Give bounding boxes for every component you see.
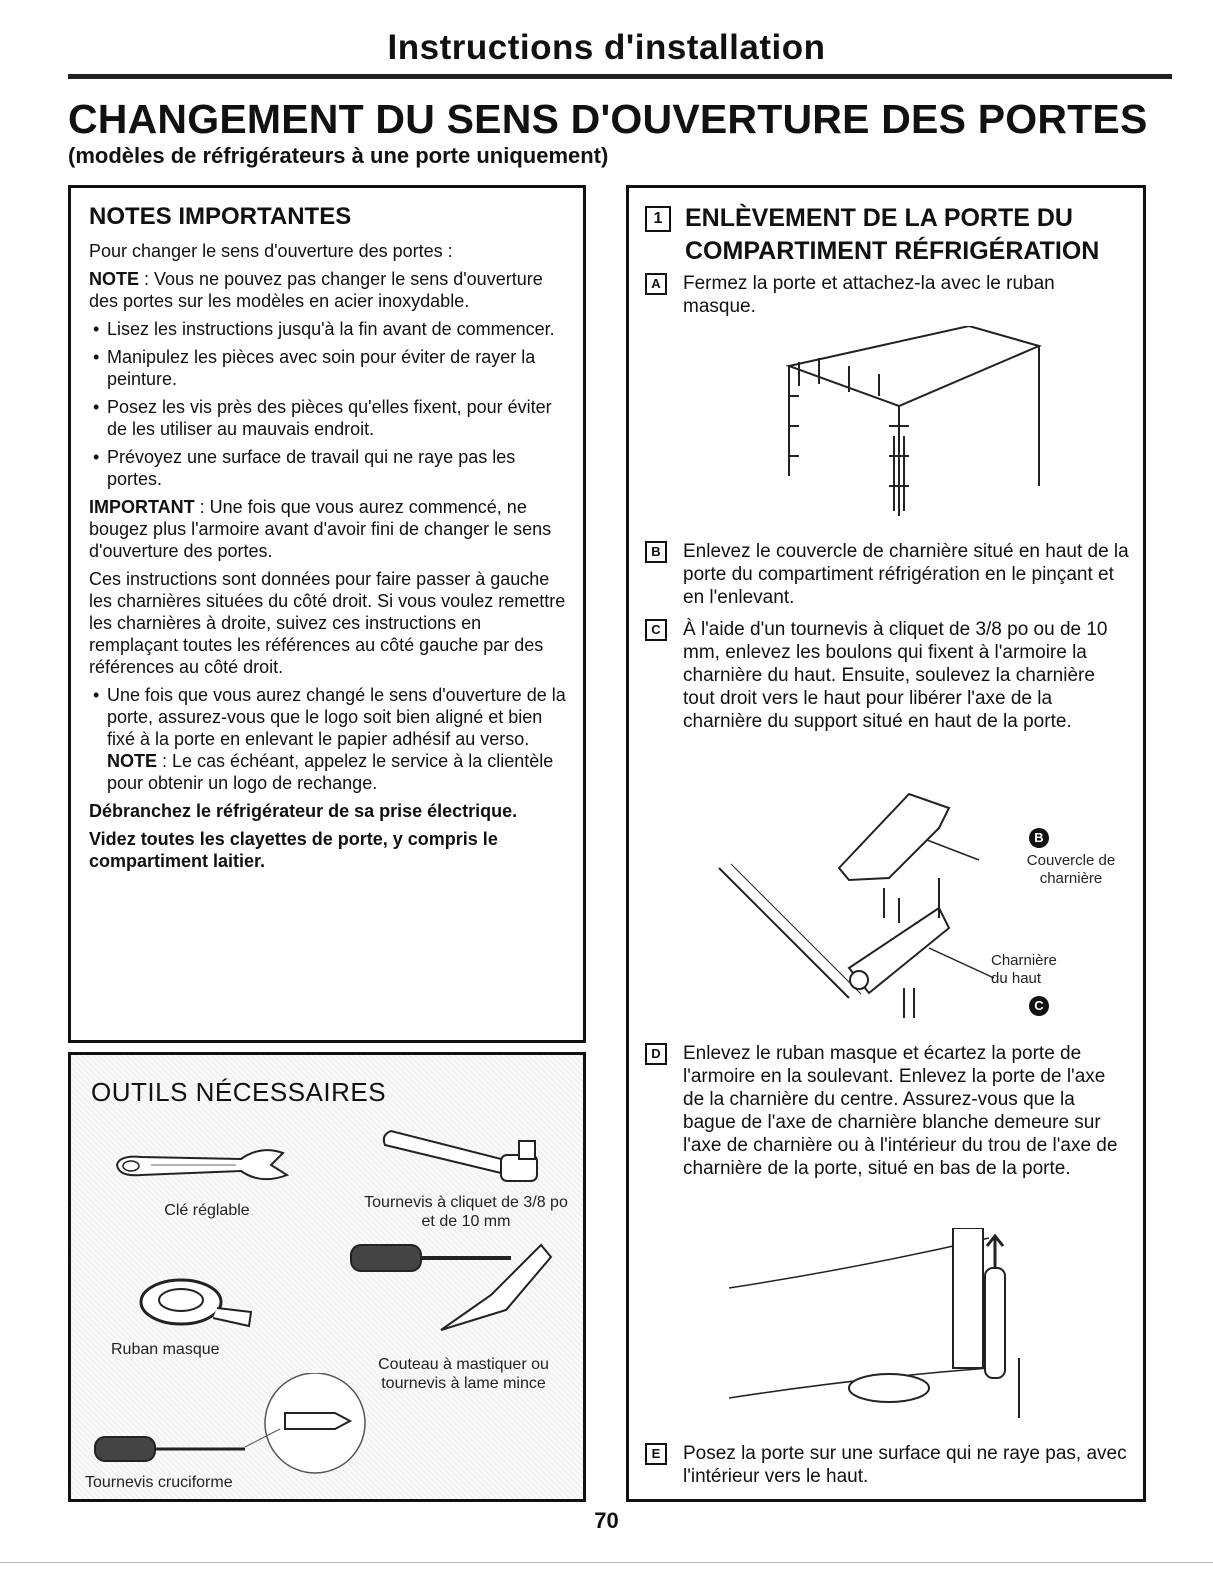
page-subtitle: (modèles de réfrigérateurs à une porte uniquement) <box>68 143 609 168</box>
bottom-rule <box>0 1562 1213 1563</box>
step-letter: C <box>645 619 667 641</box>
list-item: • Manipulez les pièces avec soin pour éviter de rayer la peinture. <box>107 346 567 390</box>
ratchet-icon <box>371 1121 571 1191</box>
step-text: Fermez la porte et attachez-la avec le ruban masque. <box>683 273 1055 317</box>
door-removal-box <box>626 185 1146 1502</box>
list-item: • Posez les vis près des pièces qu'elles fixent, pour éviter de les utiliser au mauvais endroit. <box>107 396 567 440</box>
step-text: À l'aide d'un tournevis à cliquet de 3/8 po ou de 10 mm, enlevez les boulons qui fixent à l'armoire la charnière du haut. Ensuite, soulevez la charnière tout droit vers le haut pour libérer l'axe de la charnière du support situé en haut de la porte. <box>683 619 1108 732</box>
masking-tape-icon <box>131 1260 261 1340</box>
wrench-caption: Clé réglable <box>164 1202 250 1219</box>
step-letter: E <box>645 1443 667 1465</box>
adjustable-wrench-icon <box>111 1135 301 1195</box>
step-d <box>645 1042 1129 1180</box>
step-b <box>645 540 1129 609</box>
ratchet-caption: Tournevis à cliquet de 3/8 po et de 10 mm <box>364 1194 568 1230</box>
important-notes-box <box>68 185 586 1043</box>
unplug-warning: Débranchez le réfrigérateur de sa prise électrique. <box>89 801 518 821</box>
step-letter: A <box>645 273 667 295</box>
empty-shelves-warning: Videz toutes les clayettes de porte, y compris le compartiment laitier. <box>89 829 498 871</box>
step-text: Enlevez le couvercle de charnière situé en haut de la porte du compartiment réfrigération en le pinçant et en l'enlevant. <box>683 541 1129 608</box>
cover-label: Couvercle de charnière <box>1026 852 1116 887</box>
logo-note-label: NOTE <box>107 751 158 771</box>
step-letter: D <box>645 1043 667 1065</box>
step-e <box>645 1442 1129 1488</box>
step-a <box>645 272 1129 318</box>
notes-heading: NOTES IMPORTANTES <box>89 203 352 230</box>
note-label: NOTE <box>89 269 140 289</box>
step-heading <box>645 202 1115 268</box>
tape-caption: Ruban masque <box>111 1341 220 1358</box>
phillips-screwdriver-icon <box>85 1373 375 1483</box>
notes-hinge-paragraph: Ces instructions sont données pour faire passer à gauche les charnières situées du côté droit. Si vous voulez remettre les charnières à droite, suivez ces instructions en remplaçant toutes les références au côté gauche par des références au côté droit. <box>89 569 566 677</box>
list-item: • Lisez les instructions jusqu'à la fin avant de commencer. <box>107 318 567 340</box>
notes-important <box>89 496 567 562</box>
putty-knife-caption: Couteau à mastiquer ou tournevis à lame mince <box>378 1356 549 1392</box>
header-rule <box>68 74 1172 79</box>
step-letter: B <box>645 541 667 563</box>
putty-knife-screwdriver-icon <box>341 1235 571 1345</box>
step-heading-text: ENLÈVEMENT DE LA PORTE DU COMPARTIMENT RÉFRIGÉRATION <box>685 204 1100 265</box>
door-pin-illustration <box>719 1228 1049 1428</box>
taped-door-illustration <box>769 326 1049 526</box>
hinge-illustration <box>709 788 1009 1018</box>
page-number: 70 <box>594 1508 619 1533</box>
section-header: Instructions d'installation <box>387 28 826 67</box>
marker-c: C <box>1029 996 1049 1016</box>
logo-note-text: : Le cas échéant, appelez le service à la clientèle pour obtenir un logo de rechange. <box>107 751 554 793</box>
important-label: IMPORTANT <box>89 497 195 517</box>
notes-intro: Pour changer le sens d'ouverture des portes : <box>89 241 453 261</box>
step-c <box>645 618 1129 733</box>
step-number: 1 <box>645 206 671 232</box>
logo-bullet-text: Une fois que vous aurez changé le sens d'ouverture de la porte, assurez-vous que le logo soit bien aligné et bien fixé à la porte en enlevant le papier adhésif au verso. <box>107 685 566 749</box>
step-text: Enlevez le ruban masque et écartez la porte de l'armoire en la soulevant. Enlevez la porte de l'axe de la charnière du centre. Assurez-vous que la bague de l'axe de charnière blanche demeure sur l'axe de charnière ou à l'intérieur du trou de l'axe de charnière de la porte, situé en bas de la porte. <box>683 1043 1118 1179</box>
notes-bullet-list <box>89 318 567 490</box>
list-item: • Prévoyez une surface de travail qui ne raye pas les portes. <box>107 446 567 490</box>
phillips-caption: Tournevis cruciforme <box>85 1474 233 1491</box>
hinge-label: Charnière du haut <box>991 952 1057 987</box>
list-item <box>107 684 567 794</box>
marker-b: B <box>1029 828 1049 848</box>
tools-heading: OUTILS NÉCESSAIRES <box>91 1077 387 1107</box>
notes-note <box>89 268 567 312</box>
logo-bullet-list <box>89 684 567 794</box>
step-text: Posez la porte sur une surface qui ne raye pas, avec l'intérieur vers le haut. <box>683 1443 1127 1487</box>
important-text: : Une fois que vous aurez commencé, ne bougez plus l'armoire avant d'avoir fini de changer le sens d'ouverture des portes. <box>89 497 552 561</box>
page-title: CHANGEMENT DU SENS D'OUVERTURE DES PORTES <box>68 96 1148 142</box>
tools-box <box>68 1052 586 1502</box>
note-text: : Vous ne pouvez pas changer le sens d'ouverture des portes sur les modèles en acier inoxydable. <box>89 269 543 311</box>
